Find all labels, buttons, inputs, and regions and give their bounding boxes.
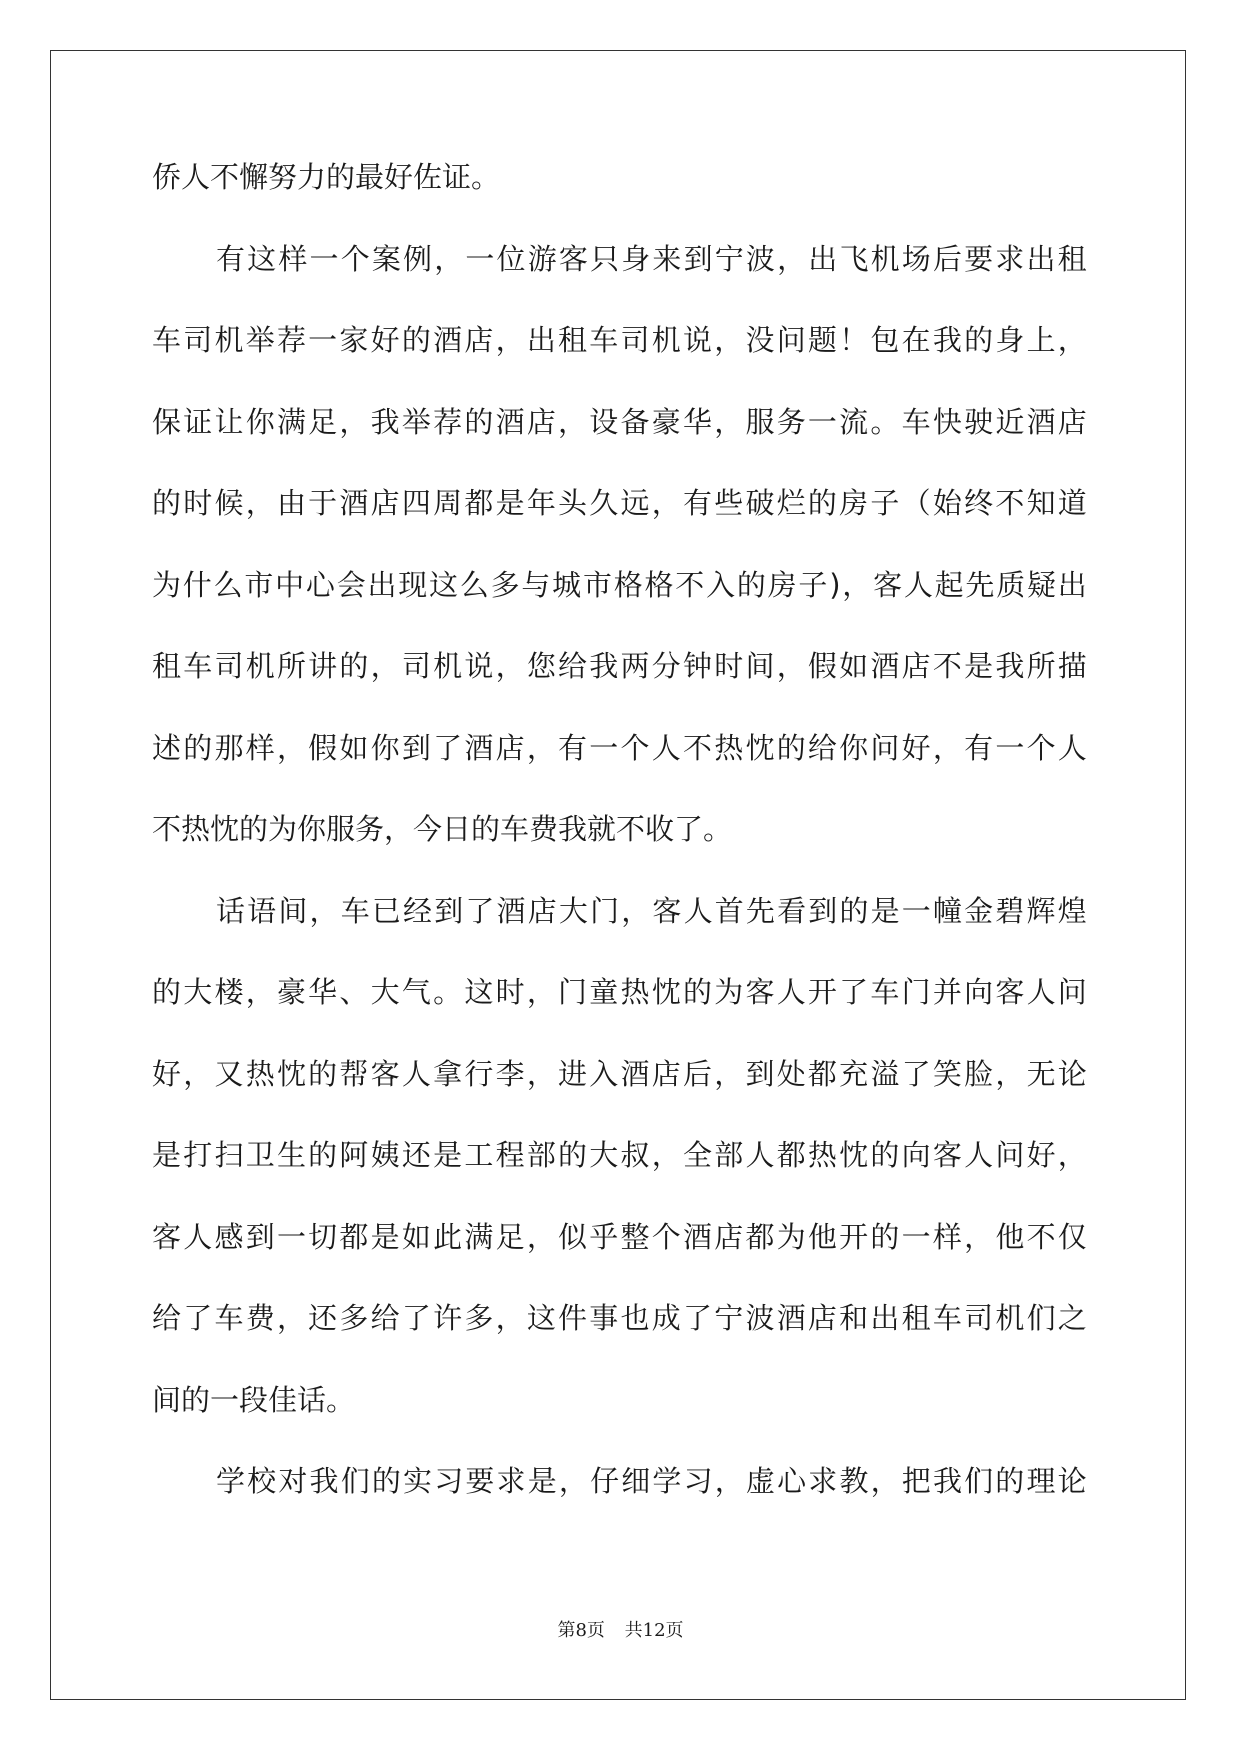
text-line: 给 了 车 费 ， 还 多 给 了 许 多 ， 这 件 事 也 成 了 宁 波 酒 店 和 出 租 车 司 机 们 之 [152, 1301, 1087, 1335]
text-line: 间的一段佳话。 [152, 1382, 356, 1417]
text-line: 侨人不懈努力的最好佐证。 [152, 160, 501, 194]
text-line: 述 的 那 样 ， 假 如 你 到 了 酒 店 ， 有 一 个 人 不 热 忱 的 给 你 问 好 ， 有 一 个 人 [152, 730, 1087, 765]
text-line: 客 人 感 到 一 切 都 是 如 此 满 足 ， 似 乎 整 个 酒 店 都 为 他 开 的 一 样 ， 他 不 仅 [152, 1219, 1087, 1254]
text-line: 有 这 样 一 个 案 例 ， 一 位 游 客 只 身 来 到 宁 波 ， 出 飞 机 场 后 要 求 出 租 [216, 241, 1087, 276]
text-line: 是 打 扫 卫 生 的 阿 姨 还 是 工 程 部 的 大 叔 ， 全 部 人 都 热 忱 的 向 客 人 问 好 ， [152, 1138, 1087, 1172]
page-footer [0, 1616, 1241, 1642]
text-line: 话 语 间 ， 车 已 经 到 了 酒 店 大 门 ， 客 人 首 先 看 到 的 是 一 幢 金 碧 辉 煌 [216, 893, 1087, 928]
document-body [152, 157, 1087, 1543]
text-line: 租 车 司 机 所 讲 的 ， 司 机 说 ， 您 给 我 两 分 钟 时 间 ， 假 如 酒 店 不 是 我 所 描 [152, 649, 1087, 683]
text-line: 保 证 让 你 满 足 ， 我 举 荐 的 酒 店 ， 设 备 豪 华 ， 服 务 一 流 。 车 快 驶 近 酒 店 [152, 404, 1087, 439]
text-line: 的 时 候 ， 由 于 酒 店 四 周 都 是 年 头 久 远 ， 有 些 破 烂 的 房 子 （ 始 终 不 知 道 [152, 486, 1087, 520]
text-line: 车 司 机 举 荐 一 家 好 的 酒 店 ， 出 租 车 司 机 说 ， 没 问 题 ！ 包 在 我 的 身 上 ， [152, 323, 1087, 357]
page-number: 第8页 [557, 1620, 605, 1641]
text-line: 学 校 对 我 们 的 实 习 要 求 是 ， 仔 细 学 习 ， 虚 心 求 教 ， 把 我 们 的 理 论 [216, 1464, 1087, 1498]
text-line: 的 大 楼 ， 豪 华 、 大 气 。 这 时 ， 门 童 热 忱 的 为 客 人 开 了 车 门 并 向 客 人 问 [152, 975, 1087, 1009]
text-line: 不热忱的为你服务，今日的车费我就不收了。 [152, 812, 733, 846]
text-line: 为 什 么 市 中 心 会 出 现 这 么 多 与 城 市 格 格 不 入 的 房 子 ) ， 客 人 起 先 质 疑 出 [152, 567, 1087, 602]
page-total: 共12页 [624, 1620, 684, 1641]
text-line: 好 ， 又 热 忱 的 帮 客 人 拿 行 李 ， 进 入 酒 店 后 ， 到 处 都 充 溢 了 笑 脸 ， 无 论 [152, 1056, 1087, 1091]
